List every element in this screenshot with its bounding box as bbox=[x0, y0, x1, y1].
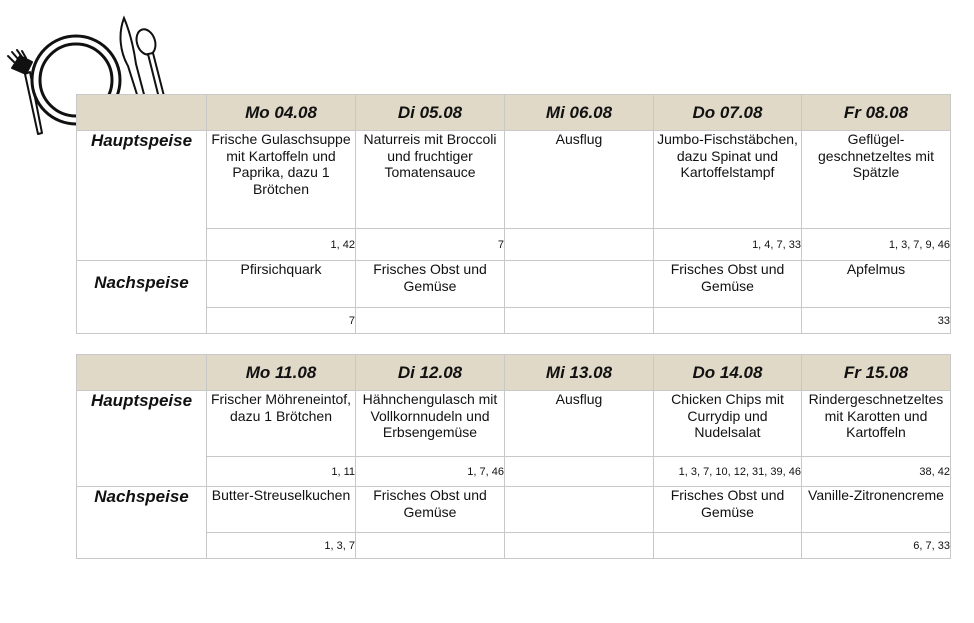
dish-cell: Pfirsichquark bbox=[207, 261, 356, 308]
dish-cell: Frischer Möhreneintof, dazu 1 Brötchen bbox=[207, 391, 356, 457]
header-corner bbox=[77, 355, 207, 391]
dish-cell: Jumbo-Fischstäbchen, dazu Spinat und Kartoffelstampf bbox=[654, 131, 802, 229]
allergen-codes: 7 bbox=[356, 229, 505, 261]
day-header: Mo 11.08 bbox=[207, 355, 356, 391]
day-header: Do 07.08 bbox=[654, 95, 802, 131]
allergen-codes: 38, 42 bbox=[802, 457, 951, 487]
dish-cell: Frisches Obst und Gemüse bbox=[356, 261, 505, 308]
allergen-codes bbox=[356, 533, 505, 559]
day-header: Mi 13.08 bbox=[505, 355, 654, 391]
dish-cell bbox=[505, 487, 654, 533]
day-header: Di 05.08 bbox=[356, 95, 505, 131]
allergen-codes: 7 bbox=[207, 308, 356, 334]
day-header: Fr 08.08 bbox=[802, 95, 951, 131]
allergen-codes bbox=[356, 308, 505, 334]
day-header: Mi 06.08 bbox=[505, 95, 654, 131]
dish-cell: Rindergeschnetzeltes mit Karotten und Kartoffeln bbox=[802, 391, 951, 457]
allergen-codes: 1, 7, 46 bbox=[356, 457, 505, 487]
row-label-nachspeise: Nachspeise bbox=[77, 487, 207, 559]
dish-cell: Frische Gulaschsuppe mit Kartoffeln und Paprika, dazu 1 Brötchen bbox=[207, 131, 356, 229]
day-header-row bbox=[77, 95, 951, 131]
day-header: Fr 15.08 bbox=[802, 355, 951, 391]
dish-cell: Frisches Obst und Gemüse bbox=[654, 261, 802, 308]
allergen-codes bbox=[505, 457, 654, 487]
allergen-row bbox=[77, 229, 951, 261]
allergen-row bbox=[77, 308, 951, 334]
allergen-codes: 1, 11 bbox=[207, 457, 356, 487]
dish-cell: Apfelmus bbox=[802, 261, 951, 308]
dish-cell: Butter-Streuselkuchen bbox=[207, 487, 356, 533]
allergen-row bbox=[77, 457, 951, 487]
dish-cell: Ausflug bbox=[505, 131, 654, 229]
allergen-codes: 6, 7, 33 bbox=[802, 533, 951, 559]
menu-table-week-2 bbox=[76, 354, 951, 559]
main-dish-row bbox=[77, 391, 951, 457]
row-label-nachspeise: Nachspeise bbox=[77, 261, 207, 334]
allergen-codes: 1, 42 bbox=[207, 229, 356, 261]
dish-cell: Vanille-Zitronencreme bbox=[802, 487, 951, 533]
day-header: Mo 04.08 bbox=[207, 95, 356, 131]
allergen-codes bbox=[505, 229, 654, 261]
allergen-codes: 1, 3, 7 bbox=[207, 533, 356, 559]
allergen-codes: 1, 4, 7, 33 bbox=[654, 229, 802, 261]
dish-cell: Frisches Obst und Gemüse bbox=[654, 487, 802, 533]
row-label-hauptspeise: Hauptspeise bbox=[77, 391, 207, 487]
dish-cell: Geflügel-geschnetzeltes mit Spätzle bbox=[802, 131, 951, 229]
dish-cell bbox=[505, 261, 654, 308]
dish-cell: Hähnchengulasch mit Vollkornnudeln und Erbsengemüse bbox=[356, 391, 505, 457]
allergen-codes: 1, 3, 7, 9, 46 bbox=[802, 229, 951, 261]
dessert-row bbox=[77, 261, 951, 308]
allergen-row bbox=[77, 533, 951, 559]
dish-cell: Chicken Chips mit Currydip und Nudelsalat bbox=[654, 391, 802, 457]
allergen-codes bbox=[505, 533, 654, 559]
day-header: Di 12.08 bbox=[356, 355, 505, 391]
row-label-hauptspeise: Hauptspeise bbox=[77, 131, 207, 261]
header-corner bbox=[77, 95, 207, 131]
main-dish-row bbox=[77, 131, 951, 229]
allergen-codes: 1, 3, 7, 10, 12, 31, 39, 46 bbox=[654, 457, 802, 487]
menu-table-week-1 bbox=[76, 94, 951, 334]
allergen-codes: 33 bbox=[802, 308, 951, 334]
allergen-codes bbox=[505, 308, 654, 334]
dish-cell: Ausflug bbox=[505, 391, 654, 457]
allergen-codes bbox=[654, 308, 802, 334]
dessert-row bbox=[77, 487, 951, 533]
allergen-codes bbox=[654, 533, 802, 559]
dish-cell: Naturreis mit Broccoli und fruchtiger Tomatensauce bbox=[356, 131, 505, 229]
day-header: Do 14.08 bbox=[654, 355, 802, 391]
day-header-row bbox=[77, 355, 951, 391]
dish-cell: Frisches Obst und Gemüse bbox=[356, 487, 505, 533]
